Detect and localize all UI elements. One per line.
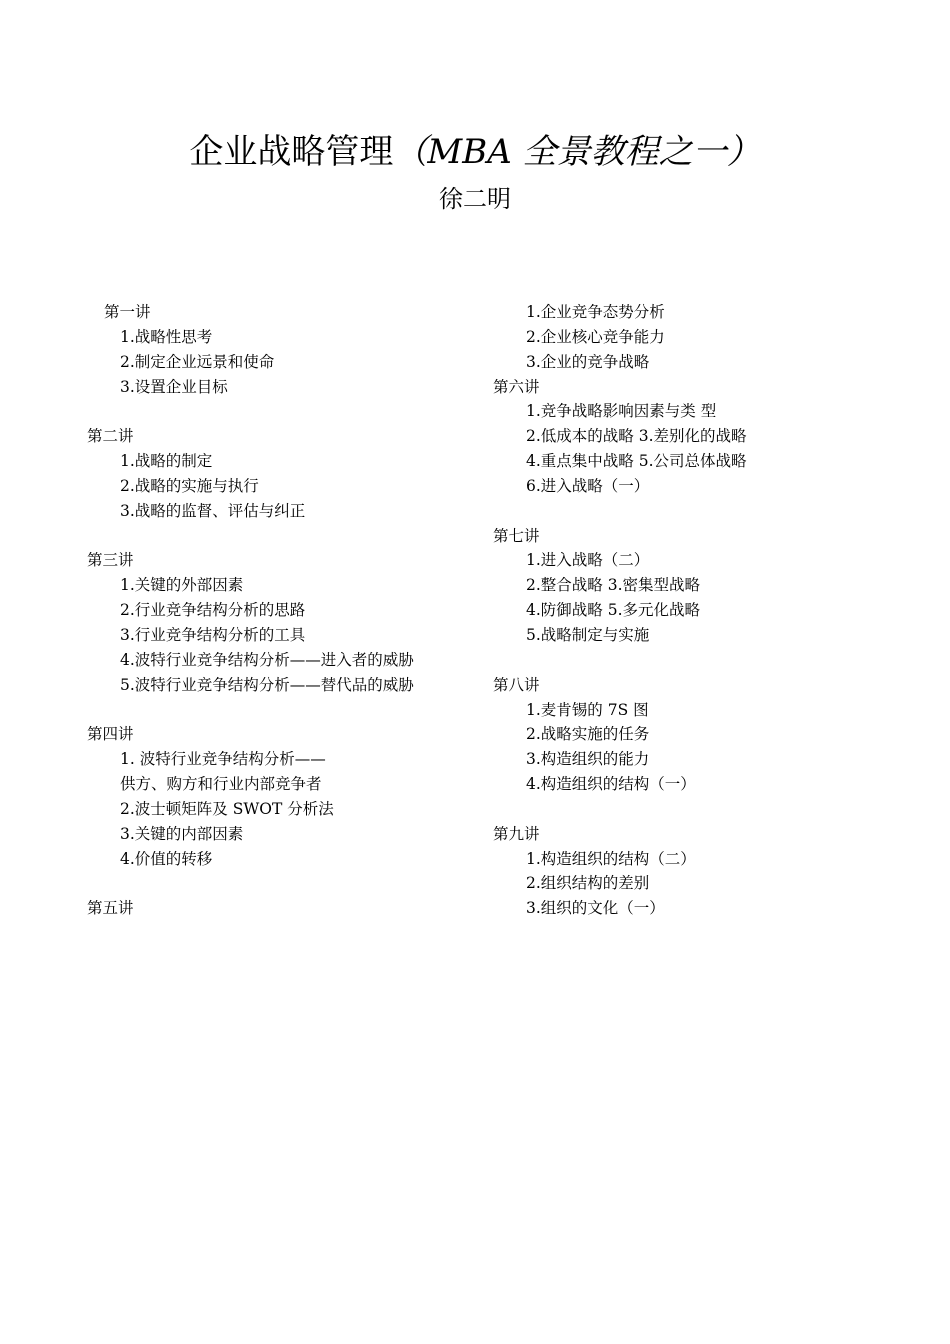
toc-item: 4.波特行业竞争结构分析——进入者的威胁 (120, 650, 414, 669)
lecture-heading: 第二讲 (87, 427, 134, 446)
toc-item: 2.整合战略 3.密集型战略 (526, 576, 701, 595)
toc-item: 2.战略实施的任务 (526, 725, 650, 744)
toc-item: 3.关键的内部因素 (120, 824, 244, 843)
toc-item: 供方、购方和行业内部竞争者 (120, 775, 322, 794)
toc-item: 1.战略的制定 (120, 452, 213, 471)
lecture-heading: 第九讲 (493, 824, 540, 843)
toc-item: 1.企业竞争态势分析 (526, 303, 665, 321)
lecture-heading: 第五讲 (87, 899, 134, 918)
lecture-heading: 第八讲 (493, 675, 540, 694)
toc-item: 1.竞争战略影响因素与类 型 (526, 402, 717, 421)
toc-item: 3.设置企业目标 (120, 377, 228, 396)
toc-item: 1.关键的外部因素 (120, 576, 244, 595)
toc-item: 6.进入战略（一） (526, 476, 650, 495)
lecture-heading: 第一讲 (104, 303, 151, 321)
toc-item: 2.低成本的战略 3.差别化的战略 (526, 427, 747, 446)
lecture-heading: 第七讲 (493, 526, 540, 545)
lecture-heading: 第三讲 (87, 551, 134, 570)
lecture-heading: 第四讲 (87, 725, 134, 744)
toc-item: 2.制定企业远景和使命 (120, 352, 275, 371)
toc-item: 4.重点集中战略 5.公司总体战略 (526, 452, 747, 471)
toc-item: 1.战略性思考 (120, 327, 213, 346)
blank-line (87, 698, 477, 723)
blank-line (493, 797, 913, 822)
document-title (0, 130, 950, 174)
toc-item: 3.战略的监督、评估与纠正 (120, 501, 306, 520)
toc-item: 2.波士顿矩阵及 SWOT 分析法 (120, 799, 334, 818)
author-name: 徐二明 (439, 185, 511, 213)
toc-item: 3.企业的竞争战略 (526, 352, 650, 371)
toc-right-column (493, 300, 913, 921)
blank-line (493, 499, 913, 524)
toc-left-column (87, 300, 477, 921)
blank-line (87, 524, 477, 549)
toc-item: 4.构造组织的结构（一） (526, 775, 696, 794)
toc-item: 2.组织结构的差别 (526, 874, 650, 893)
toc-item: 2.战略的实施与执行 (120, 476, 259, 495)
toc-item: 1.进入战略（二） (526, 551, 650, 570)
toc-item: 2.行业竞争结构分析的思路 (120, 601, 306, 620)
toc-item: 1.构造组织的结构（二） (526, 849, 696, 868)
toc-item: 3.构造组织的能力 (526, 750, 650, 769)
toc-item: 5.战略制定与实施 (526, 625, 650, 644)
blank-line (493, 648, 913, 673)
toc-item: 3.组织的文化（一） (526, 899, 665, 918)
toc-item: 5.波特行业竞争结构分析——替代品的威胁 (120, 675, 414, 694)
blank-line (87, 399, 477, 424)
toc-item: 3.行业竞争结构分析的工具 (120, 625, 306, 644)
toc-item: 1. 波特行业竞争结构分析—— (120, 750, 326, 769)
toc-item: 4.价值的转移 (120, 849, 213, 868)
title-subtitle: （MBA 全景教程之一） (393, 132, 761, 172)
blank-line (87, 871, 477, 896)
lecture-heading: 第六讲 (493, 377, 540, 396)
title-main: 企业战略管理 (189, 132, 394, 172)
toc-item: 2.企业核心竞争能力 (526, 327, 665, 346)
toc-item: 4.防御战略 5.多元化战略 (526, 601, 701, 620)
toc-item: 1.麦肯锡的 7S 图 (526, 700, 649, 719)
